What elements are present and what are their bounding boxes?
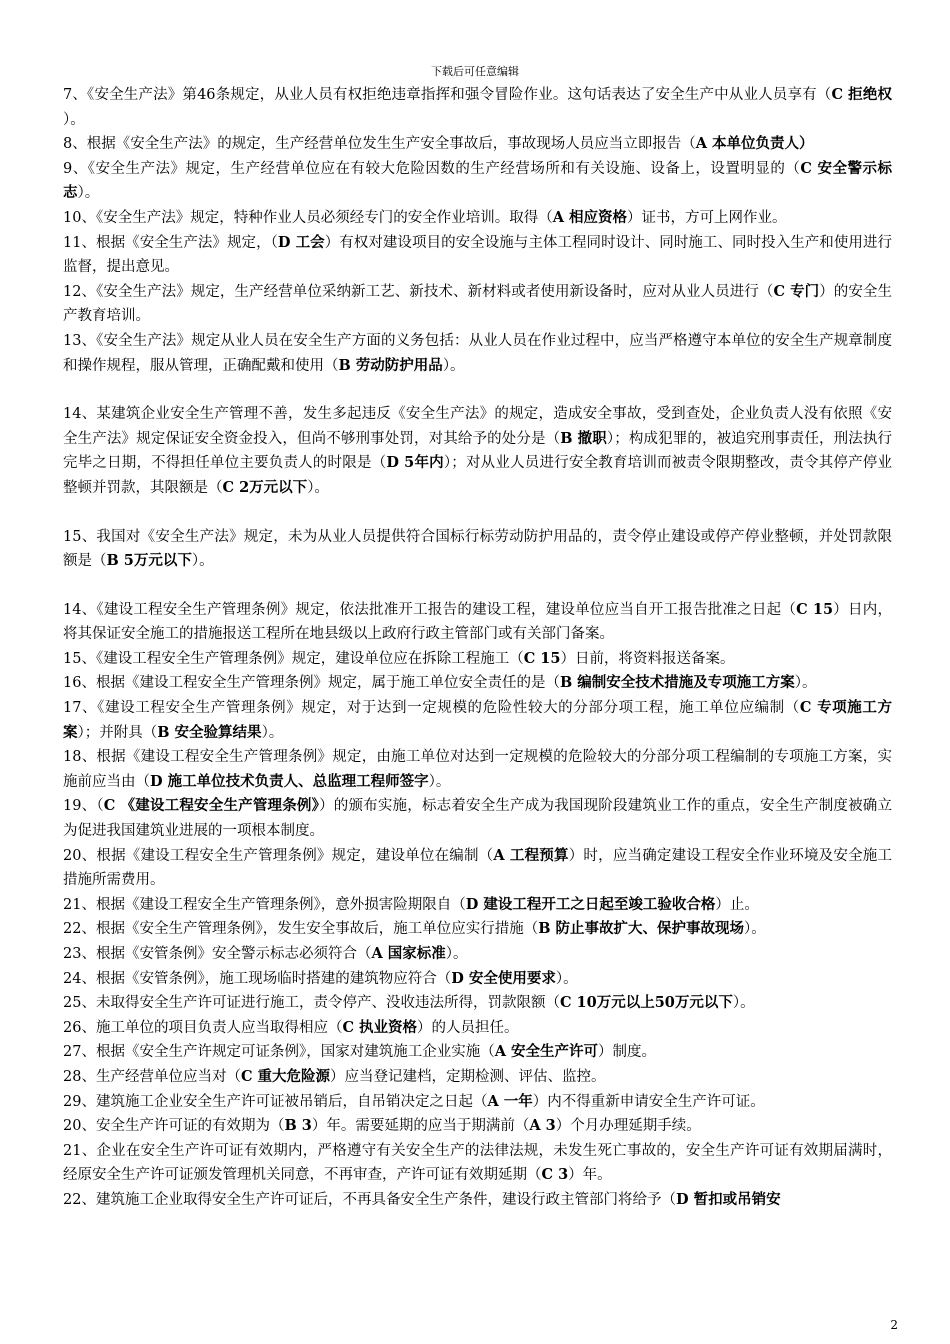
answer-text: D 施工单位技术负责人、总监理工程师签字 <box>150 772 429 790</box>
question-text: 20、安全生产许可证的有效期为（ <box>63 1118 285 1135</box>
question-paragraph-q19 <box>63 794 892 843</box>
question-paragraph-q10 <box>63 206 892 231</box>
question-text: 22、根据《安全生产管理条例》，发生安全事故后，施工单位应实行措施（ <box>63 921 539 938</box>
question-paragraph-q15a <box>63 525 892 574</box>
answer-text: D 5年内 <box>386 454 444 472</box>
answer-text: C 《建设工程安全生产管理条例》 <box>103 797 320 815</box>
question-paragraph-q15b <box>63 647 892 672</box>
question-text: ）制度。 <box>598 1044 657 1061</box>
question-text: 14、《建设工程安全生产管理条例》规定，依法批准开工报告的建设工程，建设单位应当自开工报告批准之日起（ <box>63 601 797 618</box>
question-text: 7、《安全生产法》第46条规定，从业人员有权拒绝违章指挥和强令冒险作业。这句话表达了安全生产中从业人员享有（ <box>63 87 832 103</box>
answer-text: C 3 <box>541 1166 569 1184</box>
answer-text: A 相应资格 <box>552 208 628 226</box>
question-text: 13、《安全生产法》规定从业人员在安全生产方面的义务包括：从业人员在作业过程中，应当严格遵守本单位的安全生产规章制度和操作规程，服从管理，正确配戴和使用（ <box>63 332 892 374</box>
question-text: ）；并附具（ <box>77 724 158 741</box>
answer-text: C 2万元以下 <box>222 478 308 496</box>
answer-text: A 一年 <box>487 1092 533 1110</box>
question-paragraph-q23 <box>63 942 892 967</box>
question-paragraph-q11 <box>63 231 892 280</box>
question-text: ）的颁布实施，标志着安全生产成为我国现阶段建筑业工作的重点，安全生产制度被确立为促进我国建筑业进展的一项根本制度。 <box>63 798 893 840</box>
question-text: ）的人员担任。 <box>417 1019 519 1036</box>
question-text: ）日前，将资料报送备案。 <box>560 650 735 667</box>
question-paragraph-q25 <box>63 991 892 1016</box>
question-text: 15、我国对《安全生产法》规定，未为从业人员提供符合国标行标劳动防护用品的，责令停止建设或停产停业整顿，并处罚款限额是（ <box>63 528 892 570</box>
question-paragraph-q12 <box>63 280 892 329</box>
question-paragraph-q29 <box>63 1090 892 1115</box>
question-text: ）。 <box>261 724 284 741</box>
question-paragraph-q18 <box>63 745 892 794</box>
question-text: 16、根据《建设工程安全生产管理条例》规定，属于施工单位安全责任的是（ <box>63 675 560 692</box>
question-paragraph-q26 <box>63 1016 892 1041</box>
question-text: ）的安全生产教育培训。 <box>63 283 892 325</box>
question-paragraph-q13 <box>63 329 892 378</box>
answer-text: C 安全警示标志 <box>63 159 892 202</box>
question-text: 26、施工单位的项目负责人应当取得相应（ <box>63 1019 343 1036</box>
answer-text: A 本单位负责人） <box>695 135 814 153</box>
question-paragraph-q17 <box>63 696 892 745</box>
answer-text: B 防止事故扩大、保护事故现场 <box>538 920 745 938</box>
question-text: ）止。 <box>715 896 759 913</box>
answer-text: B 5万元以下 <box>106 552 192 570</box>
question-text: 21、企业在安全生产许可证有效期内，严格遵守有关安全生产的法律法规，未发生死亡事故的，安全生产许可证有效期届满时，经原安全生产许可证颁发管理机关同意，不再审查，产许可证有效期延期（ <box>63 1142 892 1184</box>
question-text: ）；对从业人员进行安全教育培训而被责令限期整改，责令其停产停业整顿并罚款，其限额是（ <box>63 455 893 496</box>
question-paragraph-q28 <box>63 1065 892 1090</box>
question-paragraph-q9 <box>63 157 892 206</box>
question-paragraph-q14b <box>63 598 892 647</box>
question-text: 29、建筑施工企业安全生产许可证被吊销后，自吊销决定之日起（ <box>63 1093 488 1110</box>
answer-text: B 3 <box>284 1117 312 1135</box>
question-text: ）。 <box>63 111 85 128</box>
answer-text: C 拒绝权 <box>831 86 893 103</box>
question-text: 20、根据《建设工程安全生产管理条例》规定，建设单位在编制（ <box>63 847 494 864</box>
question-text: ）个月办理延期手续。 <box>555 1118 701 1135</box>
question-text: ）。 <box>555 970 578 987</box>
question-text: 19、（ <box>63 798 104 815</box>
question-text: 11、根据《安全生产法》规定，（ <box>63 234 278 251</box>
answer-text: B 撤职 <box>560 429 607 447</box>
question-text: ）。 <box>794 675 817 692</box>
answer-text: C 15 <box>523 649 561 667</box>
header-note: 下载后可任意编辑 <box>431 65 519 78</box>
question-paragraph-q14a <box>63 402 892 500</box>
answer-text: C 专项施工方案 <box>63 699 892 741</box>
question-paragraph-q21b <box>63 1139 892 1188</box>
question-paragraph-q8 <box>63 132 892 157</box>
question-text: ）。 <box>732 995 755 1012</box>
question-text: 9、《安全生产法》规定，生产经营单位应在有较大危险因数的生产经营场所和有关设施、设备上，设置明显的（ <box>63 160 801 177</box>
question-paragraph-q21a <box>63 893 892 918</box>
answer-text: A 国家标准 <box>371 945 446 962</box>
answer-text: C 执业资格 <box>342 1018 418 1036</box>
question-text: ）。 <box>77 185 100 202</box>
question-text: ）时，应当确定建设工程安全作业环境及安全施工措施所需费用。 <box>63 847 892 889</box>
document-body <box>63 83 892 1213</box>
question-text: 18、根据《建设工程安全生产管理条例》规定，由施工单位对达到一定规模的危险较大的分部分项工程编制的专项施工方案，实施前应当由（ <box>63 749 892 790</box>
question-text: 21、根据《建设工程安全生产管理条例》，意外损害险期限自（ <box>63 896 466 913</box>
answer-text: D 工会 <box>277 233 325 251</box>
question-text: ）有权对建设项目的安全设施与主体工程同时设计、同时施工、同时投入生产和使用进行监督，提出意见。 <box>63 234 892 276</box>
question-text: 17、《建设工程安全生产管理条例》规定，对于达到一定规模的危险性较大的分部分项工程，施工单位应编制（ <box>63 700 800 717</box>
answer-text: D 建设工程开工之日起至竣工验收合格 <box>465 895 716 913</box>
question-text: 12、《安全生产法》规定，生产经营单位采纳新工艺、新技术、新材料或者使用新设备时，应对从业人员进行（ <box>63 283 774 300</box>
question-paragraph-q7 <box>63 83 892 132</box>
question-text: 8、根据《安全生产法》的规定，生产经营单位发生生产安全事故后，事故现场人员应当立即报告（ <box>63 136 696 153</box>
answer-text: B 安全验算结果 <box>157 723 262 741</box>
question-text: 23、根据《安管条例》安全警示标志必须符合（ <box>63 946 372 962</box>
question-text: ）。 <box>307 479 329 496</box>
question-paragraph-q22a <box>63 917 892 942</box>
question-text: ）；构成犯罪的，被追究刑事责任，刑法执行完毕之日期，不得担任单位主要负责人的时限是（ <box>63 430 893 472</box>
question-text: ）。 <box>744 921 766 938</box>
question-text: 14、某建筑企业安全生产管理不善，发生多起违反《安全生产法》的规定，造成安全事故，受到查处，企业负责人没有依照《安全生产法》规定保证安全资金投入，但尚不够刑事处罚，对其给予的处分是（ <box>63 406 892 447</box>
question-text: ）日内，将其保证安全施工的措施报送工程所在地县级以上政府行政主管部门或有关部门备案。 <box>63 601 892 643</box>
question-paragraph-q16 <box>63 671 892 696</box>
question-text: 27、根据《安全生产许规定可证条例》，国家对建筑施工企业实施（ <box>63 1044 495 1061</box>
answer-text: C 重大危险源 <box>240 1067 331 1085</box>
answer-text: A 安全生产许可 <box>494 1043 599 1061</box>
answer-text: D 安全使用要求 <box>451 969 556 987</box>
question-text: 25、未取得安全生产许可证进行施工，责令停产、没收违法所得，罚款限额（ <box>63 995 560 1012</box>
question-text: ）应当登记建档，定期检测、评估、监控。 <box>330 1068 606 1085</box>
answer-text: D 暂扣或吊销安 <box>675 1190 781 1208</box>
question-text: 24、根据《安管条例》，施工现场临时搭建的建筑物应符合（ <box>63 970 452 987</box>
question-paragraph-q24 <box>63 967 892 992</box>
question-text: 22、建筑施工企业取得安全生产许可证后，不再具备安全生产条件，建设行政主管部门将给予（ <box>63 1191 676 1208</box>
question-text: ）年。 <box>568 1167 612 1184</box>
answer-text: A 工程预算 <box>493 846 569 864</box>
answer-text: B 编制安全技术措施及专项施工方案 <box>559 674 795 692</box>
answer-text: C 10万元以上50万元以下 <box>559 994 733 1012</box>
question-text: ）年。需要延期的应当于期满前（ <box>311 1118 530 1135</box>
question-text: ）。 <box>428 773 451 790</box>
question-text: ）证书，方可上网作业。 <box>627 209 787 226</box>
question-text: ）。 <box>442 357 465 374</box>
question-text: ）。 <box>191 553 214 570</box>
question-paragraph-q20b <box>63 1114 892 1139</box>
question-text: 10、《安全生产法》规定，特种作业人员必须经专门的安全作业培训。取得（ <box>63 209 553 226</box>
question-paragraph-q27 <box>63 1040 892 1065</box>
answer-text: C 15 <box>796 600 834 618</box>
question-paragraph-q20a <box>63 844 892 893</box>
question-text: ）内不得重新申请安全生产许可证。 <box>532 1093 765 1110</box>
question-text: 28、生产经营单位应当对（ <box>63 1068 241 1085</box>
answer-text: B 劳动防护用品 <box>338 356 443 374</box>
page-number: 2 <box>890 1318 898 1332</box>
question-paragraph-q22b <box>63 1188 892 1213</box>
question-text: ）。 <box>445 946 468 962</box>
answer-text: C 专门 <box>773 282 820 300</box>
answer-text: A 3 <box>529 1117 556 1135</box>
question-text: 15、《建设工程安全生产管理条例》规定，建设单位应在拆除工程施工（ <box>63 650 524 667</box>
